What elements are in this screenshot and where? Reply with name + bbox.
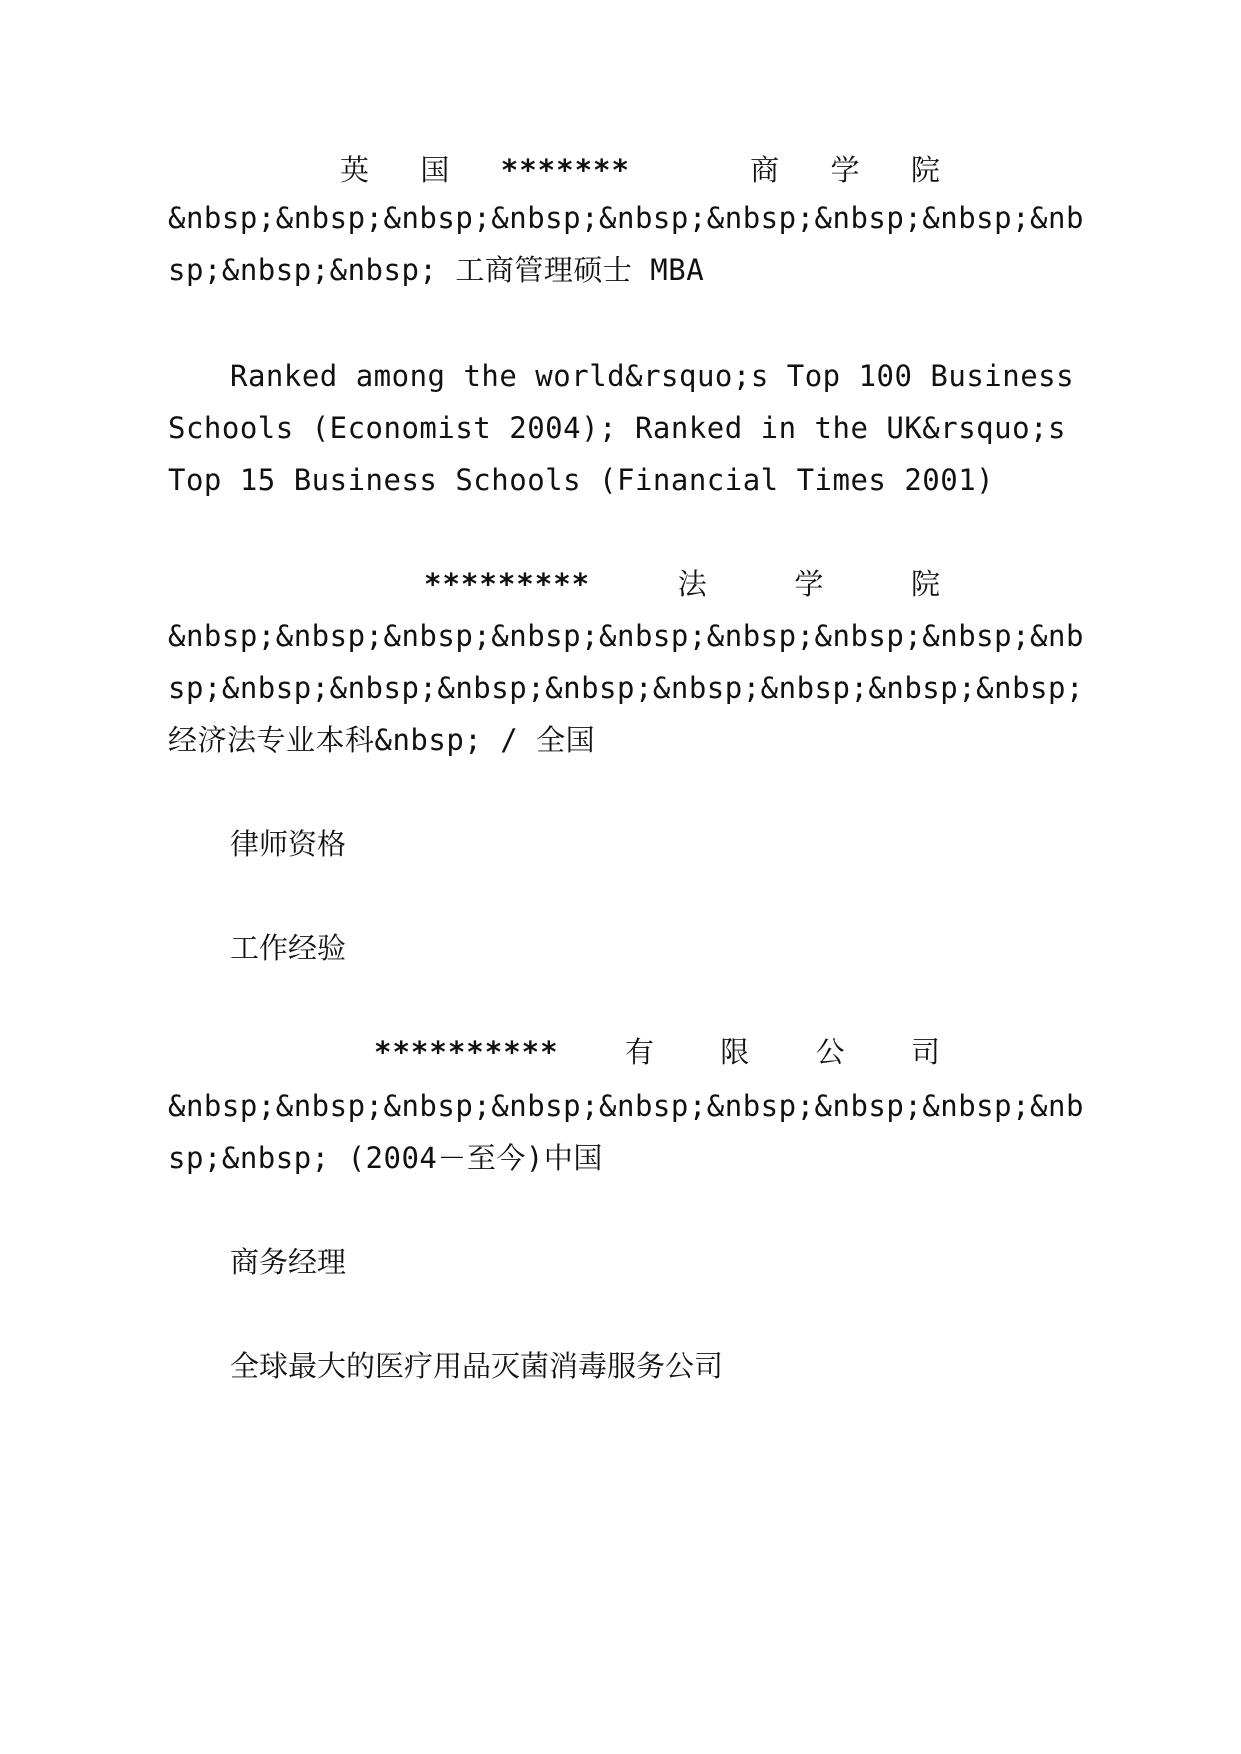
uk-school-word-1: 英	[340, 153, 370, 187]
ranking-line-2: Schools (Economist 2004); Ranked in the UK&rsquo;s	[168, 411, 1066, 445]
ranking-line-1: Ranked among the world&rsquo;s Top 100 Business	[230, 359, 1075, 393]
work-experience-heading: 工作经验	[230, 931, 347, 965]
company-entity-line: &nbsp;&nbsp;&nbsp;&nbsp;&nbsp;&nbsp;&nbsp;&nbsp;&nb	[168, 1089, 1084, 1123]
law-school-entity-line-1: &nbsp;&nbsp;&nbsp;&nbsp;&nbsp;&nbsp;&nbsp;&nbsp;&nb	[168, 619, 1084, 653]
company-title-line	[374, 1032, 940, 1072]
company-word-1: 有	[624, 1035, 654, 1069]
uk-school-masked-name: *******	[500, 153, 630, 187]
company-word-2: 限	[720, 1035, 750, 1069]
uk-school-word-3: 商	[750, 153, 780, 187]
law-school-word-1: 法	[677, 567, 707, 601]
company-description: 全球最大的医疗用品灭菌消毒服务公司	[230, 1349, 724, 1383]
law-school-entity-line-2: sp;&nbsp;&nbsp;&nbsp;&nbsp;&nbsp;&nbsp;&nbsp;&nbsp;	[168, 671, 1084, 705]
uk-school-word-5: 院	[910, 153, 940, 187]
company-word-3: 公	[815, 1035, 845, 1069]
ranking-line-3: Top 15 Business Schools (Financial Times 2001)	[168, 463, 995, 497]
law-school-word-3: 院	[910, 567, 940, 601]
company-masked-name: **********	[374, 1035, 559, 1069]
law-school-title-line	[424, 564, 940, 604]
uk-school-title-line	[340, 150, 940, 190]
law-school-word-2: 学	[794, 567, 824, 601]
uk-school-word-2: 国	[420, 153, 450, 187]
uk-school-degree-line: sp;&nbsp;&nbsp; 工商管理硕士 MBA	[168, 253, 705, 287]
law-school-degree-line: 经济法专业本科&nbsp; / 全国	[168, 723, 596, 757]
company-period-line: sp;&nbsp; (2004－至今)中国	[168, 1141, 603, 1175]
job-position: 商务经理	[230, 1245, 347, 1279]
company-word-4: 司	[910, 1035, 940, 1069]
uk-school-spacer	[681, 150, 698, 190]
lawyer-qualification: 律师资格	[230, 827, 347, 861]
law-school-masked-name: *********	[424, 567, 591, 601]
uk-school-word-4: 学	[830, 153, 860, 187]
uk-school-entity-line: &nbsp;&nbsp;&nbsp;&nbsp;&nbsp;&nbsp;&nbsp;&nbsp;&nb	[168, 201, 1084, 235]
